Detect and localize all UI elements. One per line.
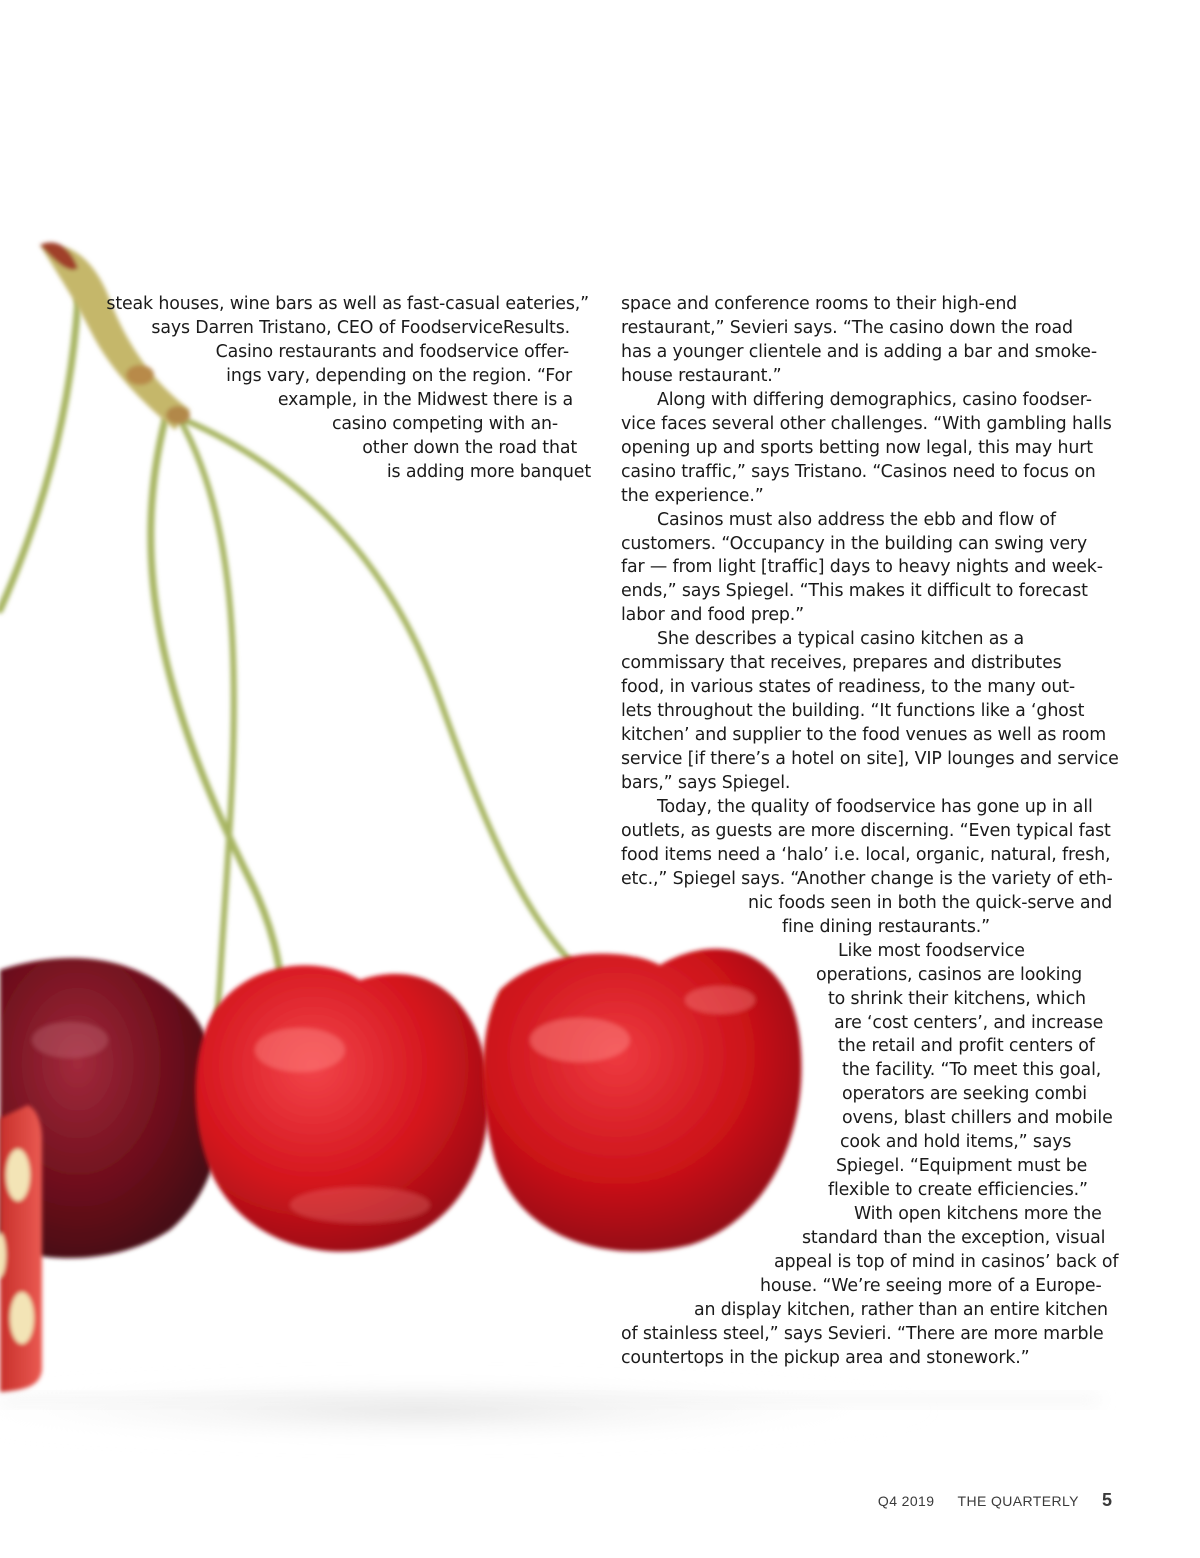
text-line: the experience.” bbox=[621, 485, 764, 506]
text-line: nic foods seen in both the quick-serve and bbox=[748, 892, 1113, 913]
text-line: space and conference rooms to their high-end bbox=[621, 294, 1018, 314]
text-line: Casinos must also address the ebb and flow of bbox=[657, 509, 1056, 530]
text-line: countertops in the pickup area and stonework.” bbox=[621, 1347, 1030, 1368]
text-line: has a younger clientele and is adding a bar and smoke- bbox=[621, 341, 1097, 362]
text-line: the retail and profit centers of bbox=[838, 1036, 1095, 1057]
page-number: 5 bbox=[1101, 1490, 1112, 1510]
text-line: of stainless steel,” says Sevieri. “There are more marble bbox=[621, 1323, 1104, 1344]
text-line: appeal is top of mind in casinos’ back of bbox=[774, 1252, 1119, 1272]
page-footer bbox=[878, 1490, 1112, 1511]
text-line: casino traffic,” says Tristano. “Casinos need to focus on bbox=[621, 461, 1096, 482]
text-line: ovens, blast chillers and mobile bbox=[842, 1108, 1113, 1129]
text-line: operators are seeking combi bbox=[842, 1084, 1087, 1105]
text-line: vice faces several other challenges. “With gambling halls bbox=[621, 413, 1112, 434]
text-line: cook and hold items,” says bbox=[840, 1132, 1072, 1153]
text-line: commissary that receives, prepares and distributes bbox=[621, 653, 1062, 674]
text-line: restaurant,” Sevieri says. “The casino down the road bbox=[621, 317, 1073, 338]
text-line: kitchen’ and supplier to the food venues as well as room bbox=[621, 725, 1107, 746]
text-line: is adding more banquet bbox=[386, 461, 591, 482]
text-line: Spiegel. “Equipment must be bbox=[836, 1156, 1088, 1177]
text-line: outlets, as guests are more discerning. “Even typical fast bbox=[621, 820, 1111, 841]
text-line: She describes a typical casino kitchen as a bbox=[657, 629, 1025, 650]
text-line: far — from light [traffic] days to heavy nights and week- bbox=[621, 557, 1103, 578]
text-line: fine dining restaurants.” bbox=[782, 916, 991, 937]
text-line: food items need a ‘halo’ i.e. local, organic, natural, fresh, bbox=[621, 844, 1111, 865]
text-line: house restaurant.” bbox=[621, 365, 782, 386]
text-line: service [if there’s a hotel on site], VIP lounges and service bbox=[621, 749, 1119, 770]
text-line: flexible to create efficiencies.” bbox=[828, 1180, 1088, 1201]
text-line: an display kitchen, rather than an entire kitchen bbox=[694, 1299, 1108, 1320]
text-line: etc.,” Spiegel says. “Another change is the variety of eth- bbox=[621, 868, 1113, 889]
issue-date: Q4 2019 bbox=[877, 1493, 935, 1509]
text-line: says Darren Tristano, CEO of FoodserviceResults. bbox=[151, 317, 570, 338]
text-line: Along with differing demographics, casino foodser- bbox=[657, 389, 1092, 410]
magazine-name: THE QUARTERLY bbox=[957, 1493, 1079, 1509]
text-line: food, in various states of readiness, to the many out- bbox=[621, 677, 1076, 698]
text-line: to shrink their kitchens, which bbox=[828, 988, 1086, 1009]
text-line: steak houses, wine bars as well as fast-casual eateries,” bbox=[106, 294, 589, 314]
text-line: Casino restaurants and foodservice offer- bbox=[215, 341, 569, 362]
text-line: lets throughout the building. “It functions like a ‘ghost bbox=[621, 701, 1085, 722]
text-line: are ‘cost centers’, and increase bbox=[834, 1012, 1104, 1033]
text-line: Like most foodservice bbox=[838, 940, 1025, 961]
text-line: Today, the quality of foodservice has gone up in all bbox=[657, 796, 1093, 817]
text-line: operations, casinos are looking bbox=[816, 964, 1083, 985]
text-line: standard than the exception, visual bbox=[802, 1228, 1106, 1249]
text-line: customers. “Occupancy in the building can swing very bbox=[621, 533, 1088, 554]
text-line: ings vary, depending on the region. “For bbox=[226, 365, 572, 386]
text-line: example, in the Midwest there is a bbox=[277, 389, 573, 410]
text-line: opening up and sports betting now legal, this may hurt bbox=[621, 437, 1093, 458]
text-line: labor and food prep.” bbox=[621, 605, 804, 626]
text-line: the facility. “To meet this goal, bbox=[842, 1060, 1102, 1081]
text-line: bars,” says Spiegel. bbox=[621, 773, 791, 793]
text-line: casino competing with an- bbox=[331, 413, 558, 434]
text-line: ends,” says Spiegel. “This makes it difficult to forecast bbox=[621, 581, 1088, 602]
text-line: house. “We’re seeing more of a Europe- bbox=[760, 1275, 1102, 1296]
text-line: other down the road that bbox=[362, 437, 577, 458]
text-line: With open kitchens more the bbox=[854, 1204, 1102, 1225]
